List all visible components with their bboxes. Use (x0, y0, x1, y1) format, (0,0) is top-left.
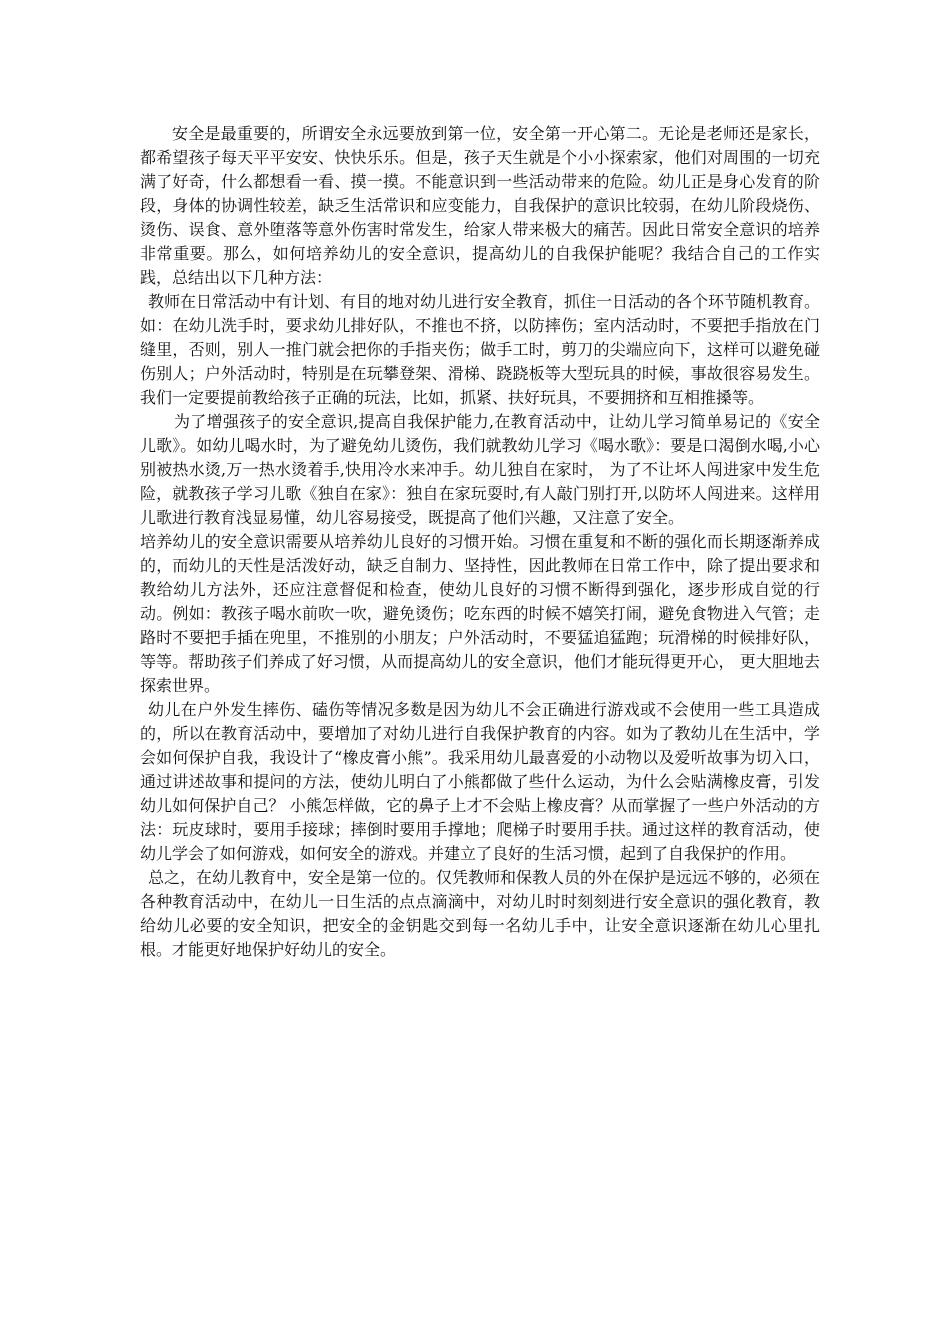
paragraph-self-protection: 幼儿在户外发生摔伤、磕伤等情况多数是因为幼儿不会正确进行游戏或不会使用一些工具造成的，所以在教育活动中，要增加了对幼儿进行自我保护教育的内容。如为了教幼儿在生活中，学会如何保护自我，我设计了“橡皮膏小熊”。我采用幼儿最喜爱的小动物以及爱听故事为切入口，通过讲述故事和提问的方法，使幼儿明白了小熊都做了些什么运动，为什么会贴满橡皮膏，引发幼儿如何保护自己？ 小熊怎样做，它的鼻子上才不会贴上橡皮膏？从而掌握了一些户外活动的方法：玩皮球时，要用手接球；摔倒时要用手撑地；爬梯子时要用手扶。通过这样的教育活动，使幼儿学会了如何游戏，如何安全的游戏。并建立了良好的生活习惯，起到了自我保护的作用。 (140, 700, 820, 863)
paragraph-daily-activities: 教师在日常活动中有计划、有目的地对幼儿进行安全教育，抓住一日活动的各个环节随机教育。如：在幼儿洗手时，要求幼儿排好队，不推也不挤，以防摔伤；室内活动时，不要把手指放在门缝里，否则，别人一推门就会把你的手指夹伤；做手工时，剪刀的尖端应向下，这样可以避免碰伤别人；户外活动时，特别是在玩攀登架、滑梯、跷跷板等大型玩具的时候，事故很容易发生。我们一定要提前教给孩子正确的玩法，比如，抓紧、扶好玩具，不要拥挤和互相推搡等。 (140, 292, 821, 407)
paragraph-safety-songs: 为了增强孩子的安全意识,提高自我保护能力,在教育活动中，让幼儿学习简单易记的《安全儿歌》。如幼儿喝水时，为了避免幼儿烫伤，我们就教幼儿学习《喝水歌》：要是口渴倒水喝,小心别被热水烫,万一热水烫着手,快用冷水来冲手。幼儿独自在家时， 为了不让坏人闯进家中发生危险，就教孩子学习儿歌《独自在家》：独自在家玩耍时,有人敲门别打开,以防坏人闯进来。这样用儿歌进行教育浅显易懂，幼儿容易接受，既提高了他们兴趣，又注意了安全。 (140, 412, 820, 527)
paragraph-conclusion: 总之，在幼儿教育中，安全是第一位的。仅凭教师和保教人员的外在保护是远远不够的，必须在各种教育活动中，在幼儿一日生活的点点滴滴中，对幼儿时时刻刻进行安全意识的强化教育，教给幼儿必要的安全知识，把安全的金钥匙交到每一名幼儿手中，让安全意识逐渐在幼儿心里扎根。才能更好地保护好幼儿的安全。 (140, 868, 821, 959)
paragraph-intro: 安全是最重要的，所谓安全永远要放到第一位，安全第一开心第二。无论是老师还是家长，都希望孩子每天平平安安、快快乐乐。但是，孩子天生就是个小小探索家，他们对周围的一切充满了好奇，什么都想看一看、摸一摸。不能意识到一些活动带来的危险。幼儿正是身心发育的阶段，身体的协调性较差，缺乏生活常识和应变能力，自我保护的意识比较弱，在幼儿阶段烧伤、烫伤、误食、意外堕落等意外伤害时常发生，给家人带来极大的痛苦。因此日常安全意识的培养非常重要。那么，如何培养幼儿的安全意识，提高幼儿的自我保护能呢？我结合自己的工作实践，总结出以下几种方法： (140, 124, 820, 287)
document-body (140, 122, 820, 962)
paragraph-good-habits: 培养幼儿的安全意识需要从培养幼儿良好的习惯开始。习惯在重复和不断的强化而长期逐渐养成的，而幼儿的天性是活泼好动，缺乏自制力、坚持性，因此教师在日常工作中，除了提出要求和教给幼儿方法外，还应注意督促和检查，使幼儿良好的习惯不断得到强化，逐步形成自觉的行动。例如：教孩子喝水前吹一吹，避免烫伤；吃东西的时候不嬉笑打闹，避免食物进入气管；走路时不要把手插在兜里，不推别的小朋友；户外活动时，不要猛追猛跑；玩滑梯的时候排好队，等等。帮助孩子们养成了好习惯，从而提高幼儿的安全意识，他们才能玩得更开心， 更大胆地去探索世界。 (140, 532, 820, 695)
